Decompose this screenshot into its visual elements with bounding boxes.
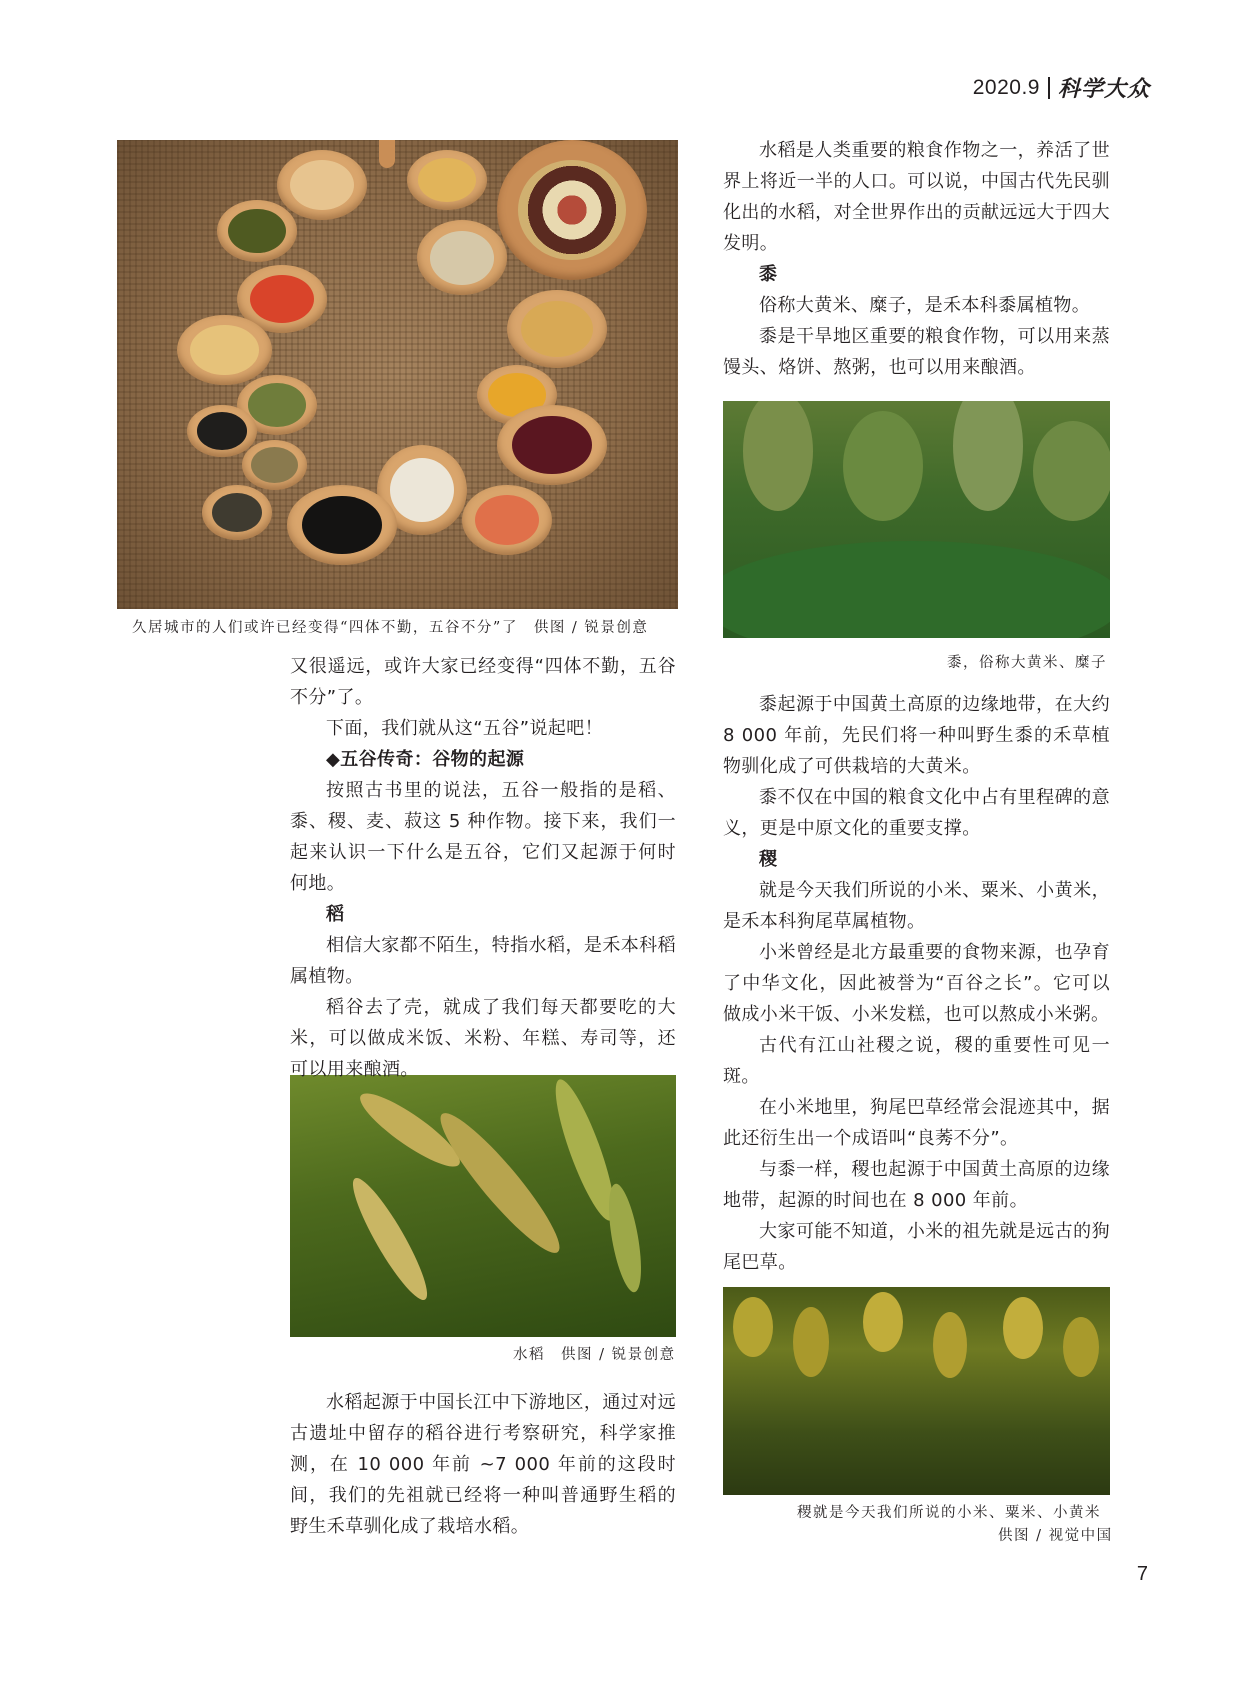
paragraph: 按照古书里的说法，五谷一般指的是稻、黍、稷、麦、菽这 5 种作物。接下来，我们一起来认识一下什么是五谷，它们又起源于何时何地。 <box>290 780 676 894</box>
grains-in-spoons-photo <box>117 140 678 609</box>
paragraph: 黍不仅在中国的粮食文化中占有里程碑的意义，更是中原文化的重要支撑。 <box>723 787 1110 839</box>
page-number: 7 <box>1136 1563 1148 1585</box>
subheading-shu: 黍 <box>759 264 778 285</box>
paragraph: 与黍一样，稷也起源于中国黄土高原的边缘地带，起源的时间也在 8 000 年前。 <box>723 1159 1110 1211</box>
paragraph: 相信大家都不陌生，特指水稻，是禾本科稻属植物。 <box>290 935 676 987</box>
paragraph: 水稻是人类重要的粮食作物之一，养活了世界上将近一半的人口。可以说，中国古代先民驯化出的水稻，对全世界作出的贡献远远大于四大发明。 <box>723 140 1110 254</box>
paragraph: 小米曾经是北方最重要的食物来源，也孕育了中华文化，因此被誉为“百谷之长”。它可以做成小米干饭、小米发糕，也可以熬成小米粥。 <box>723 942 1110 1025</box>
paragraph: 俗称大黄米、糜子，是禾本科黍属植物。 <box>759 295 1091 316</box>
paragraph: 就是今天我们所说的小米、粟米、小黄米，是禾本科狗尾草属植物。 <box>723 880 1110 932</box>
subheading-dao: 稻 <box>326 904 345 925</box>
magazine-title: 科学大众 <box>1057 76 1150 102</box>
foxtail-millet-photo <box>723 1287 1110 1495</box>
left-column-lower <box>290 1387 676 1542</box>
right-column-top <box>723 135 1110 383</box>
millet-photo-caption-line2: 供图 / 视觉中国 <box>998 1528 1113 1544</box>
rice-plant-photo <box>290 1075 676 1337</box>
rice-photo-caption: 水稻 供图 / 锐景创意 <box>513 1347 676 1363</box>
issue-number: 2020.9 <box>972 75 1040 99</box>
left-column-upper <box>290 651 676 1085</box>
page-header <box>973 72 1150 103</box>
paragraph: 在小米地里，狗尾巴草经常会混迹其中，据此还衍生出一个成语叫“良莠不分”。 <box>723 1097 1110 1149</box>
paragraph: 黍是干旱地区重要的粮食作物，可以用来蒸馒头、烙饼、熬粥，也可以用来酿酒。 <box>723 326 1110 378</box>
header-divider <box>1048 77 1050 99</box>
paragraph: 古代有江山社稷之说，稷的重要性可见一斑。 <box>723 1035 1110 1087</box>
paragraph: 稻谷去了壳，就成了我们每天都要吃的大米，可以做成米饭、米粉、年糕、寿司等，还可以用来酿酒。 <box>290 997 676 1080</box>
paragraph: 又很遥远，或许大家已经变得“四体不勤，五谷不分”了。 <box>290 656 676 708</box>
paragraph: 下面，我们就从这“五谷”说起吧！ <box>326 718 604 739</box>
broomcorn-photo-caption: 黍，俗称大黄米、糜子 <box>947 655 1107 671</box>
paragraph: 水稻起源于中国长江中下游地区，通过对远古遗址中留存的稻谷进行考察研究，科学家推测，在 10 000 年前 ~7 000 年前的这段时间，我们的先祖就已经将一种叫普通野生稻的野生禾草驯化成了栽培水稻。 <box>290 1392 676 1537</box>
section-heading: ◆五谷传奇：谷物的起源 <box>326 749 525 770</box>
broomcorn-millet-photo <box>723 401 1110 638</box>
right-column-middle <box>723 689 1110 1278</box>
grains-photo-caption: 久居城市的人们或许已经变得“四体不勤，五谷不分”了 供图 / 锐景创意 <box>132 620 649 636</box>
subheading-ji: 稷 <box>759 849 778 870</box>
millet-photo-caption-line1: 稷就是今天我们所说的小米、粟米、小黄米 <box>797 1505 1101 1521</box>
paragraph: 大家可能不知道，小米的祖先就是远古的狗尾巴草。 <box>723 1221 1110 1273</box>
paragraph: 黍起源于中国黄土高原的边缘地带，在大约 8 000 年前，先民们将一种叫野生黍的禾草植物驯化成了可供栽培的大黄米。 <box>723 694 1110 777</box>
